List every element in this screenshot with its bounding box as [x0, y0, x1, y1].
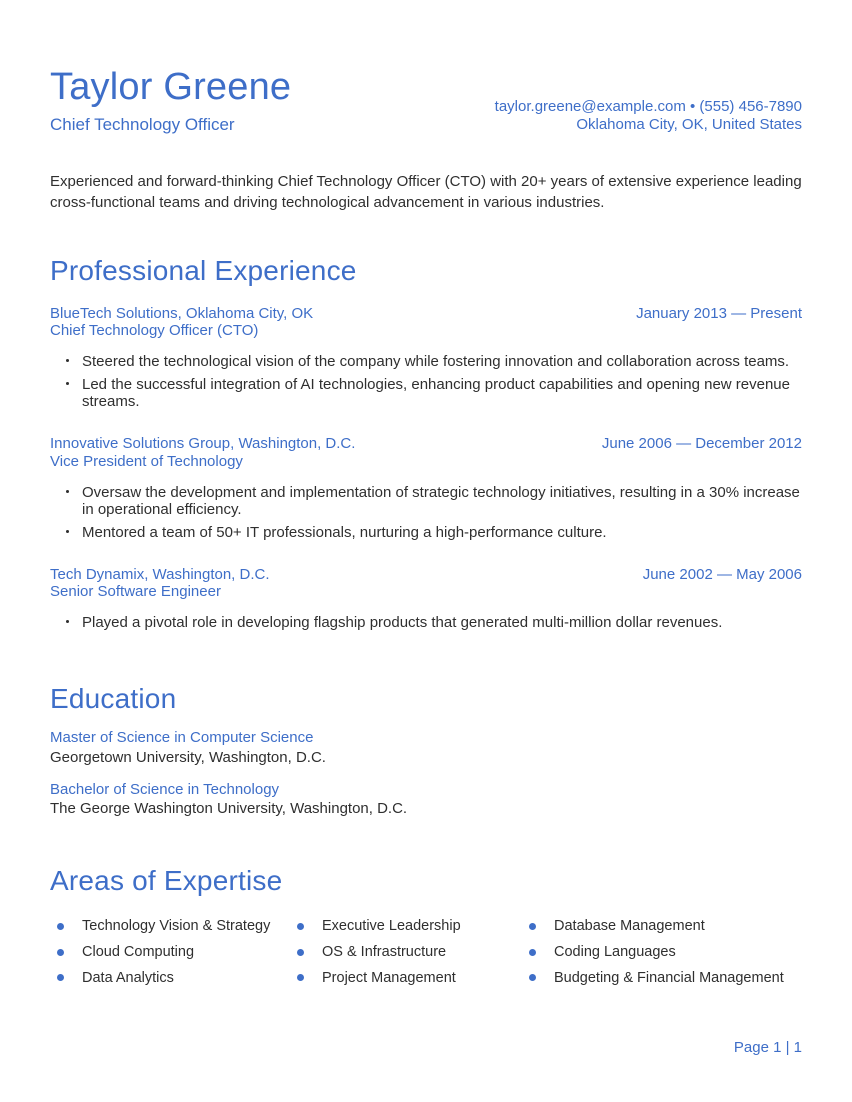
- skill-item: [50, 970, 290, 987]
- skills-grid: [50, 918, 802, 987]
- skill-bullet-icon: [297, 923, 304, 930]
- job-entry: [50, 435, 802, 541]
- job-entry: [50, 305, 802, 411]
- education-entry: [50, 729, 802, 766]
- skill-bullet-icon: [297, 949, 304, 956]
- job-entry: [50, 566, 802, 632]
- expertise-section-heading: Areas of Expertise: [50, 865, 283, 897]
- skill-bullet-icon: [57, 949, 64, 956]
- education-entry: [50, 781, 802, 818]
- job-bullets: [50, 484, 802, 542]
- job-header: [50, 435, 802, 453]
- candidate-name: Taylor Greene: [50, 66, 292, 108]
- job-role: Chief Technology Officer (CTO): [50, 322, 259, 340]
- degree-name: Bachelor of Science in Technology: [50, 780, 280, 798]
- job-dates: June 2006 — December 2012: [601, 435, 802, 453]
- job-bullet-item: [50, 614, 802, 632]
- job-bullets: [50, 353, 802, 411]
- job-company: Tech Dynamix, Washington, D.C.: [50, 565, 270, 583]
- school-name: The George Washington University, Washington, D.C.: [50, 800, 408, 818]
- job-dates: June 2002 — May 2006: [642, 565, 802, 583]
- skill-label: Cloud Computing: [82, 943, 195, 960]
- skill-label: Project Management: [322, 969, 456, 986]
- bullet-icon: [66, 359, 69, 362]
- contact-location: Oklahoma City, OK, United States: [576, 116, 802, 134]
- job-bullet-text: Oversaw the development and implementation of strategic technology initiatives, resulting in a 30% increase in operational efficiency.: [82, 483, 800, 519]
- job-bullet-item: [50, 353, 802, 371]
- skill-item: [290, 944, 522, 961]
- resume-header: [50, 66, 802, 136]
- school-name: Georgetown University, Washington, D.C.: [50, 748, 326, 766]
- bullet-icon: [66, 530, 69, 533]
- job-company: BlueTech Solutions, Oklahoma City, OK: [50, 304, 314, 322]
- bullet-icon: [66, 490, 69, 493]
- bullet-icon: [66, 382, 69, 385]
- contact-email-phone: taylor.greene@example.com • (555) 456-7890: [494, 98, 802, 116]
- skill-item: [290, 918, 522, 935]
- skill-label: Database Management: [554, 917, 705, 934]
- job-bullet-item: [50, 524, 802, 542]
- skill-label: OS & Infrastructure: [322, 943, 447, 960]
- skill-label: Executive Leadership: [322, 917, 461, 934]
- experience-section-heading: Professional Experience: [50, 255, 357, 287]
- job-role: Vice President of Technology: [50, 452, 243, 470]
- skill-item: [522, 918, 802, 935]
- skill-item: [290, 970, 522, 987]
- skill-item: [522, 970, 802, 987]
- job-header: [50, 566, 802, 584]
- job-role: Senior Software Engineer: [50, 583, 221, 601]
- job-bullets: [50, 614, 802, 632]
- education-section-heading: Education: [50, 682, 177, 714]
- header-identity: [50, 66, 291, 136]
- page-number: Page 1 | 1: [733, 1039, 802, 1056]
- job-bullet-item: [50, 484, 802, 519]
- candidate-title: Chief Technology Officer: [50, 114, 235, 134]
- skill-bullet-icon: [529, 923, 536, 930]
- skill-bullet-icon: [57, 923, 64, 930]
- degree-name: Master of Science in Computer Science: [50, 729, 314, 747]
- job-bullet-text: Played a pivotal role in developing flagship products that generated multi-million dollar revenues.: [82, 613, 723, 631]
- skill-bullet-icon: [297, 974, 304, 981]
- job-dates: January 2013 — Present: [636, 304, 802, 322]
- job-header: [50, 305, 802, 323]
- skill-bullet-icon: [529, 949, 536, 956]
- summary-text: Experienced and forward-thinking Chief Technology Officer (CTO) with 20+ years of extensive experience leading cross-functional teams and driving technological advancement in various industries.: [50, 172, 802, 212]
- job-bullet-item: [50, 376, 802, 411]
- contact-info: [495, 98, 802, 136]
- skill-bullet-icon: [57, 974, 64, 981]
- skill-label: Coding Languages: [554, 943, 676, 960]
- skill-label: Budgeting & Financial Management: [554, 969, 784, 986]
- bullet-icon: [66, 620, 69, 623]
- section-professional-experience: [50, 254, 802, 632]
- skill-label: Technology Vision & Strategy: [82, 917, 271, 934]
- skill-label: Data Analytics: [82, 969, 174, 986]
- skill-item: [50, 918, 290, 935]
- section-areas-of-expertise: [50, 864, 802, 986]
- job-bullet-text: Led the successful integration of AI technologies, enhancing product capabilities and opening new revenue streams.: [82, 375, 790, 411]
- job-company: Innovative Solutions Group, Washington, D.C.: [50, 435, 356, 453]
- skill-item: [522, 944, 802, 961]
- section-education: [50, 682, 802, 818]
- skill-bullet-icon: [529, 974, 536, 981]
- job-bullet-text: Steered the technological vision of the company while fostering innovation and collaboration across teams.: [82, 353, 790, 371]
- skill-item: [50, 944, 290, 961]
- job-bullet-text: Mentored a team of 50+ IT professionals, nurturing a high-performance culture.: [82, 523, 607, 541]
